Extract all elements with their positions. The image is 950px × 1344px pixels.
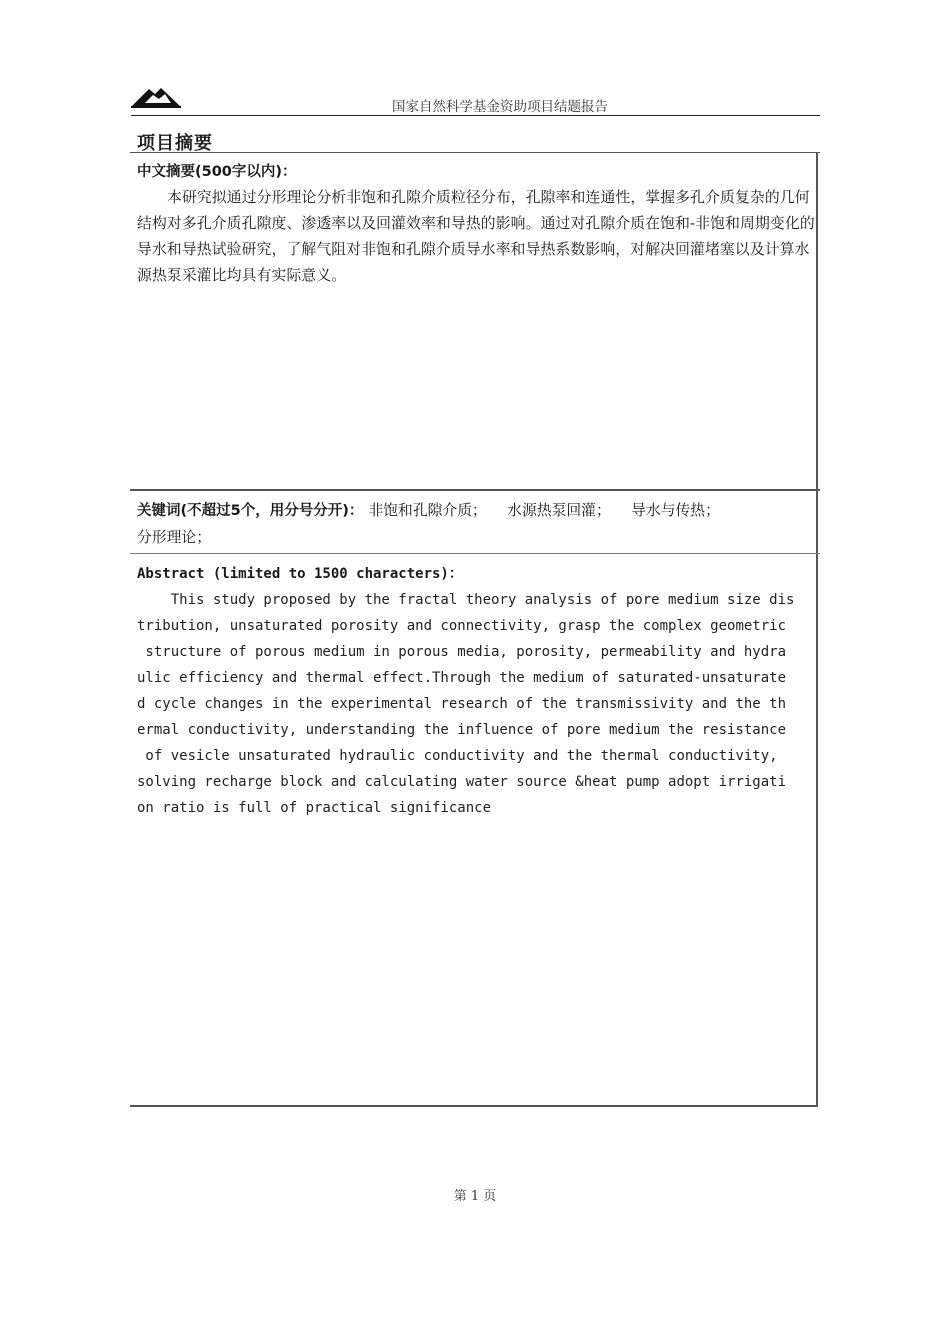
- abstract-line: on ratio is full of practical significance: [137, 800, 492, 816]
- page-number: 第 1 页: [453, 1189, 497, 1204]
- chinese-abstract-label: 中文摘要(500字以内)：: [137, 164, 297, 180]
- english-abstract-label: Abstract (limited to 1500 characters)：: [137, 566, 463, 582]
- abstract-line: structure of porous medium in porous media, porosity, permeability and hydra: [137, 644, 787, 660]
- abstract-line: This study proposed by the fractal theory analysis of pore medium size dis: [137, 592, 795, 608]
- section-title: 项目摘要: [137, 133, 213, 154]
- chinese-abstract-text: 本研究拟通过分形理论分析非饱和孔隙介质粒径分布，孔隙率和连通性，掌握多孔介质复杂的几何结构对多孔介质孔隙度、渗透率以及回灌效率和导热的影响。通过对孔隙介质在饱和-非饱和周期变化的导水和导热试验研究，了解气阻对非饱和孔隙介质导水率和导热系数影响，对解决回灌堵塞以及计算水源热泵采灌比均具有实际意义。: [137, 189, 815, 284]
- keyword-item: 非饱和孔隙介质；: [368, 502, 487, 519]
- keywords-row: [137, 497, 817, 551]
- report-header-title: 国家自然科学基金资助项目结题报告: [392, 99, 608, 115]
- keyword-item: 导水与传热；: [631, 502, 720, 519]
- abstract-line: ulic efficiency and thermal effect.Through the medium of saturated-unsaturate: [137, 670, 787, 686]
- abstract-line: d cycle changes in the experimental research of the transmissivity and the th: [137, 696, 787, 712]
- header-rule: [131, 115, 820, 116]
- nsfc-logo: [131, 85, 181, 109]
- abstract-line: solving recharge block and calculating water source &heat pump adopt irrigati: [137, 774, 787, 790]
- abstract-line: tribution, unsaturated porosity and connectivity, grasp the complex geometric: [137, 618, 787, 634]
- keyword-item: 分形理论；: [137, 529, 211, 546]
- abstract-line: ermal conductivity, understanding the influence of pore medium the resistance: [137, 722, 787, 738]
- keywords-divider: [130, 489, 820, 491]
- english-abstract-text: [137, 587, 817, 821]
- keywords-label: 关键词(不超过5个，用分号分开)：: [137, 503, 364, 519]
- keyword-item: 水源热泵回灌；: [507, 502, 611, 519]
- english-abstract-divider: [130, 553, 820, 554]
- abstract-line: of vesicle unsaturated hydraulic conductivity and the thermal conductivity,: [137, 748, 778, 764]
